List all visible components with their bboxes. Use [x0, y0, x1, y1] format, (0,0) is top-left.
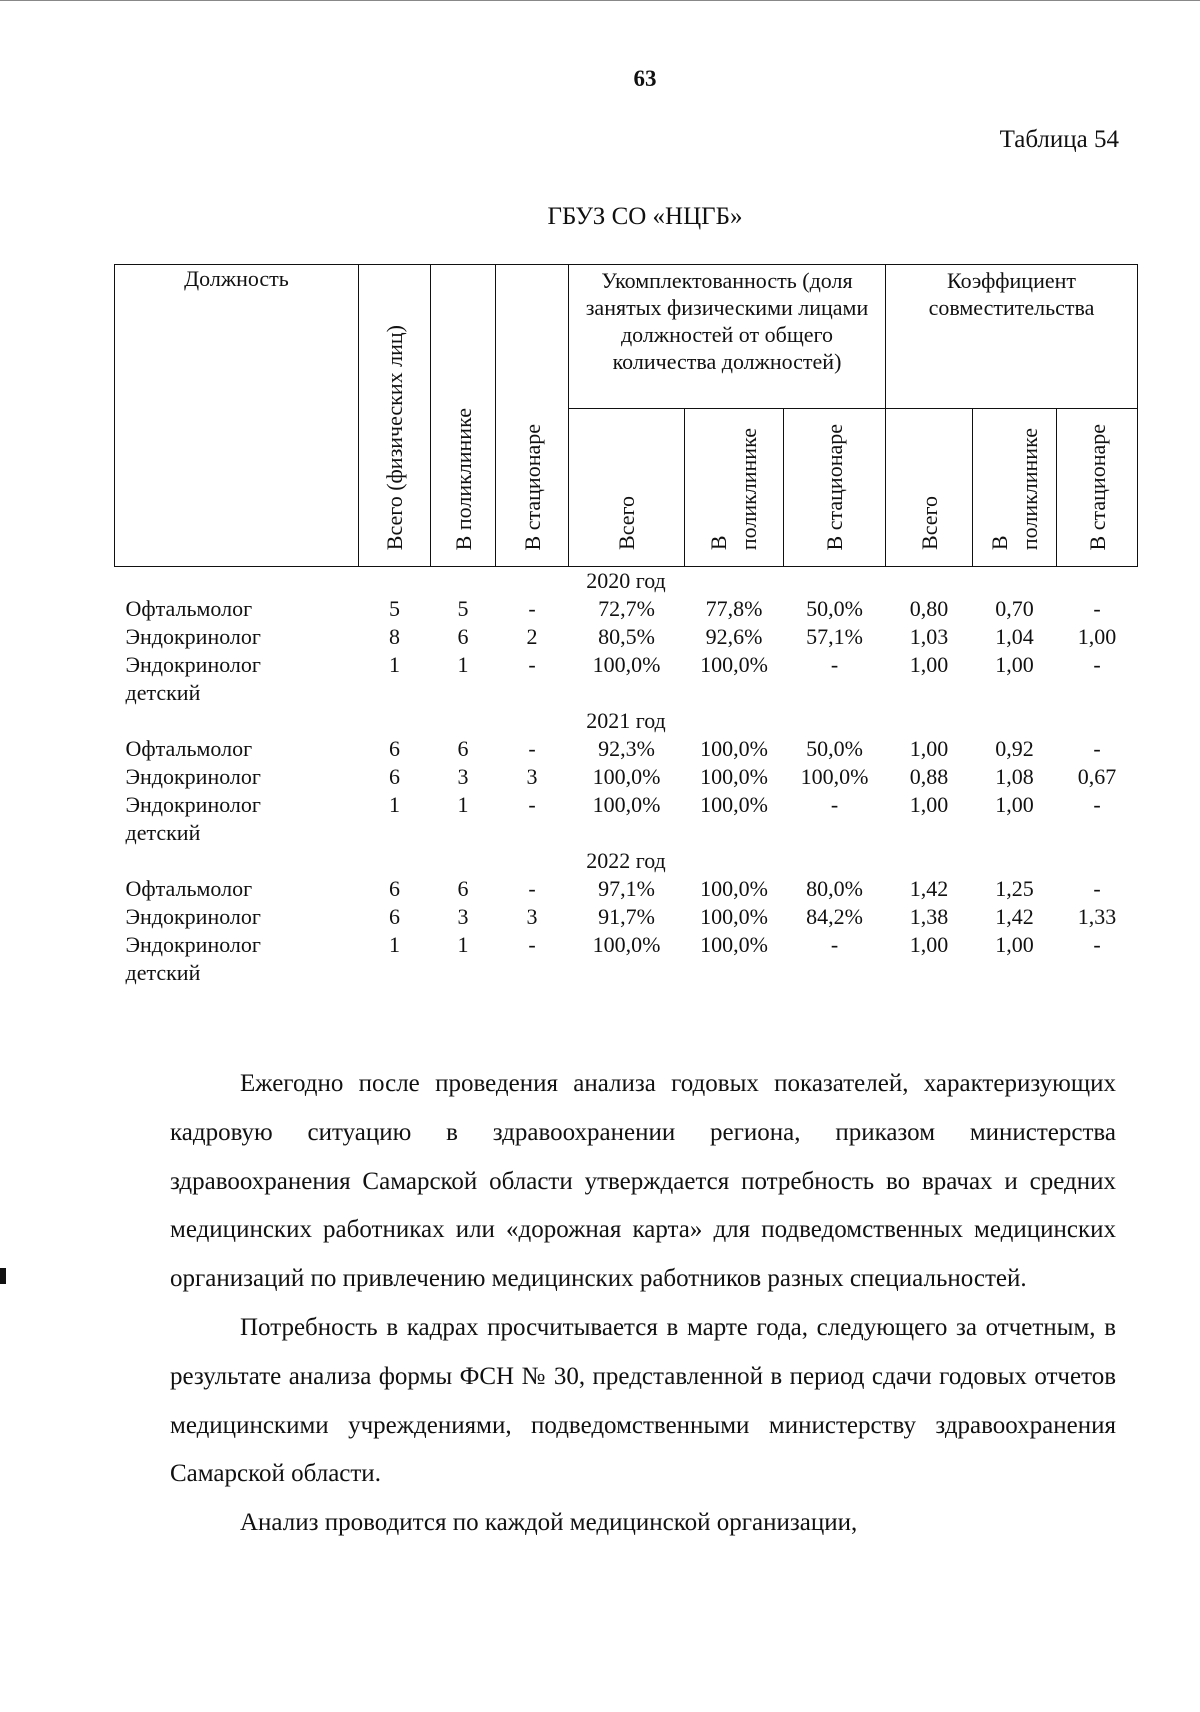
- table-row: [115, 735, 1138, 763]
- cell-staff-polyclinic: 100,0%: [700, 932, 768, 957]
- cell-total: 6: [389, 764, 400, 789]
- cell-staff-total: 92,3%: [598, 736, 655, 761]
- cell-polyclinic: 1: [457, 792, 469, 817]
- cell-staff-polyclinic: 100,0%: [700, 736, 768, 761]
- cell-polyclinic: 5: [457, 596, 469, 621]
- page-number: 63: [633, 66, 657, 91]
- cell-staff-hospital: -: [830, 652, 839, 677]
- table-header: [115, 265, 1138, 567]
- cell-staff-hospital: 57,1%: [806, 624, 863, 649]
- header-coefficient-group: Коэффициент совместительства: [886, 265, 1138, 409]
- table-body: [115, 567, 1138, 988]
- cell-coef-polyclinic: 1,08: [995, 764, 1034, 789]
- paragraph: Анализ проводится по каждой медицинской организации,: [240, 1509, 858, 1537]
- cell-staff-total: 80,5%: [598, 624, 655, 649]
- cell-total: 6: [389, 876, 400, 901]
- table-row: [115, 875, 1138, 903]
- cell-staff-hospital: 100,0%: [800, 764, 869, 789]
- cell-staff-hospital: 50,0%: [806, 596, 863, 621]
- header-in-hospital: В стационаре: [496, 265, 569, 567]
- cell-position: Офтальмолог: [125, 596, 253, 621]
- table-row: [115, 931, 1138, 959]
- header-position: Должность: [115, 265, 359, 567]
- year-label: 2021 год: [586, 708, 666, 733]
- cell-staff-total: 72,7%: [598, 596, 655, 621]
- header-in-polyclinic: В поликлинике: [431, 265, 496, 567]
- cell-staff-polyclinic: 77,8%: [705, 596, 763, 621]
- table-label: Таблица 54: [999, 126, 1119, 153]
- cell-position: Эндокринолог: [125, 624, 261, 649]
- cell-total: 5: [389, 596, 400, 621]
- table-row-continuation: [115, 959, 1138, 987]
- cell-coef-total: 1,00: [909, 932, 949, 957]
- scan-margin-mark: [0, 1268, 6, 1284]
- cell-coef-total: 1,00: [909, 652, 949, 677]
- year-row: [115, 707, 1138, 735]
- cell-coef-polyclinic: 1,25: [995, 876, 1034, 901]
- cell-staff-hospital: 84,2%: [806, 904, 863, 929]
- year-row: [115, 567, 1138, 596]
- year-label: 2022 год: [586, 848, 666, 873]
- cell-coef-hospital: 1,33: [1077, 904, 1117, 929]
- cell-polyclinic: 3: [457, 764, 469, 789]
- cell-coef-hospital: -: [1093, 736, 1101, 761]
- cell-position: Офтальмолог: [125, 876, 253, 901]
- cell-coef-total: 1,42: [909, 876, 949, 901]
- table-row-continuation: [115, 819, 1138, 847]
- cell-staff-polyclinic: 92,6%: [705, 624, 763, 649]
- header-coefficient-total: Всего: [886, 409, 973, 567]
- cell-coef-total: 1,00: [909, 736, 949, 761]
- cell-coef-hospital: -: [1093, 792, 1101, 817]
- cell-coef-hospital: 0,67: [1077, 764, 1117, 789]
- cell-coef-total: 0,80: [909, 596, 949, 621]
- cell-staff-polyclinic: 100,0%: [700, 876, 768, 901]
- table-row: [115, 791, 1138, 819]
- cell-hospital: -: [528, 736, 536, 761]
- cell-staff-total: 100,0%: [592, 932, 661, 957]
- cell-hospital: 2: [526, 624, 538, 649]
- cell-polyclinic: 1: [457, 652, 469, 677]
- cell-staff-polyclinic: 100,0%: [700, 792, 768, 817]
- cell-position: Эндокринолог: [125, 764, 261, 789]
- cell-coef-polyclinic: 0,92: [995, 736, 1034, 761]
- empty-cell: [359, 819, 1138, 847]
- header-staffing-polyclinic: В поликлинике: [685, 409, 784, 567]
- cell-coef-hospital: -: [1093, 596, 1101, 621]
- cell-position: Эндокринолог: [125, 904, 261, 929]
- cell-coef-hospital: 1,00: [1077, 624, 1117, 649]
- cell-position-continued: детский: [125, 680, 201, 705]
- header-staffing-group: Укомплектованность (доля занятых физическими лицами должностей от общего количества должностей): [569, 265, 886, 409]
- staffing-table: [114, 264, 1138, 987]
- cell-staff-total: 100,0%: [592, 652, 661, 677]
- cell-total: 1: [389, 652, 400, 677]
- cell-position: Эндокринолог: [125, 932, 261, 957]
- cell-staff-hospital: -: [830, 932, 839, 957]
- cell-coef-polyclinic: 1,00: [995, 932, 1034, 957]
- cell-polyclinic: 6: [457, 624, 469, 649]
- cell-hospital: -: [528, 652, 536, 677]
- cell-coef-polyclinic: 1,00: [995, 792, 1034, 817]
- cell-staff-hospital: 80,0%: [806, 876, 863, 901]
- cell-staff-total: 100,0%: [592, 792, 661, 817]
- cell-total: 6: [389, 736, 400, 761]
- cell-staff-polyclinic: 100,0%: [700, 904, 768, 929]
- cell-staff-polyclinic: 100,0%: [700, 652, 768, 677]
- year-label: 2020 год: [586, 568, 666, 593]
- body-text: [170, 1060, 1116, 1548]
- cell-hospital: -: [528, 876, 536, 901]
- cell-staff-total: 100,0%: [592, 764, 661, 789]
- cell-coef-hospital: -: [1093, 932, 1101, 957]
- cell-coef-polyclinic: 1,00: [995, 652, 1034, 677]
- cell-hospital: -: [528, 932, 536, 957]
- empty-cell: [359, 679, 1138, 707]
- paragraph: Потребность в кадрах просчитывается в марте года, следующего за отчетным, в результате анализа формы ФСН № 30, представленной в период сдачи годовых отчетов медицинскими учреждениями, подведомственными министерству здравоохранения Самарской области.: [170, 1313, 1116, 1488]
- cell-coef-total: 1,38: [909, 904, 949, 929]
- table-row: [115, 651, 1138, 679]
- cell-staff-total: 91,7%: [598, 904, 655, 929]
- cell-position: Офтальмолог: [125, 736, 253, 761]
- table-row: [115, 763, 1138, 791]
- cell-coef-polyclinic: 1,42: [995, 904, 1034, 929]
- cell-polyclinic: 1: [457, 932, 469, 957]
- cell-coef-total: 1,00: [909, 792, 949, 817]
- cell-hospital: 3: [526, 764, 538, 789]
- cell-total: 1: [389, 932, 400, 957]
- cell-staff-polyclinic: 100,0%: [700, 764, 768, 789]
- cell-staff-total: 97,1%: [598, 876, 655, 901]
- table-row: [115, 595, 1138, 623]
- table-caption: ГБУЗ СО «НЦГБ»: [547, 203, 743, 230]
- cell-coef-polyclinic: 0,70: [995, 596, 1034, 621]
- cell-coef-total: 0,88: [909, 764, 949, 789]
- paragraph: Ежегодно после проведения анализа годовых показателей, характеризующих кадровую ситуацию в здравоохранении региона, приказом министерства здравоохранения Самарской области утверждается потребность во врачах и средних медицинских работниках или «дорожная карта» для подведомственных медицинских организаций по привлечению медицинских работников разных специальностей.: [170, 1070, 1116, 1293]
- cell-hospital: 3: [526, 904, 538, 929]
- cell-total: 6: [389, 904, 400, 929]
- cell-position-continued: детский: [125, 960, 201, 985]
- header-total-persons: Всего (физических лиц): [359, 265, 431, 567]
- cell-position: Эндокринолог: [125, 652, 261, 677]
- header-coefficient-hospital: В стационаре: [1057, 409, 1138, 567]
- header-coefficient-polyclinic: В поликлинике: [973, 409, 1057, 567]
- empty-cell: [359, 959, 1138, 987]
- cell-coef-hospital: -: [1093, 652, 1101, 677]
- cell-coef-total: 1,03: [909, 624, 949, 649]
- header-staffing-hospital: В стационаре: [784, 409, 886, 567]
- cell-polyclinic: 3: [457, 904, 469, 929]
- page-top-edge: [0, 0, 1200, 1]
- cell-position: Эндокринолог: [125, 792, 261, 817]
- cell-coef-polyclinic: 1,04: [995, 624, 1034, 649]
- table-row: [115, 903, 1138, 931]
- cell-hospital: -: [528, 596, 536, 621]
- cell-total: 1: [389, 792, 400, 817]
- cell-polyclinic: 6: [457, 736, 469, 761]
- table-row: [115, 623, 1138, 651]
- cell-total: 8: [389, 624, 400, 649]
- header-staffing-total: Всего: [569, 409, 685, 567]
- cell-position-continued: детский: [125, 820, 201, 845]
- cell-polyclinic: 6: [457, 876, 469, 901]
- cell-coef-hospital: -: [1093, 876, 1101, 901]
- cell-staff-hospital: -: [830, 792, 839, 817]
- table-row-continuation: [115, 679, 1138, 707]
- cell-staff-hospital: 50,0%: [806, 736, 863, 761]
- cell-hospital: -: [528, 792, 536, 817]
- year-row: [115, 847, 1138, 875]
